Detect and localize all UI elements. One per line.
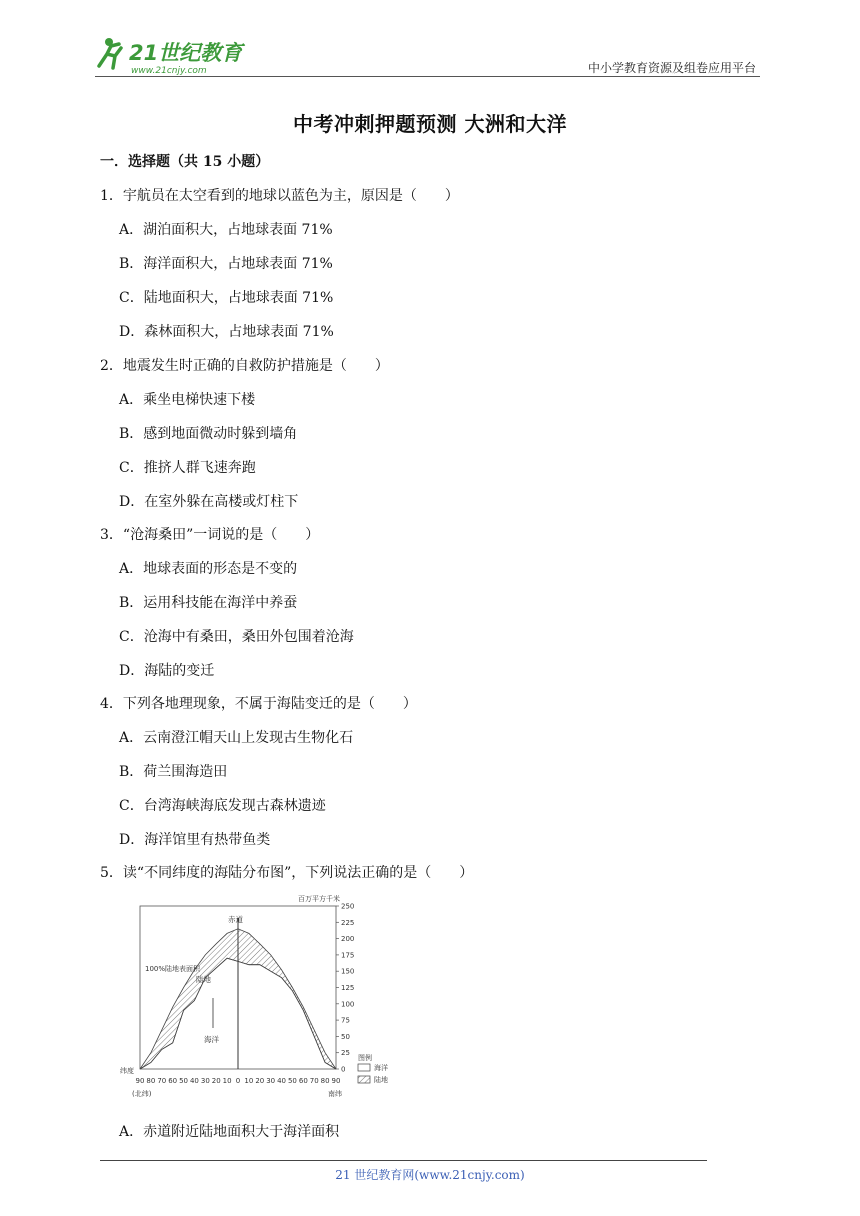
page-header (95, 30, 760, 80)
x-tick-label: 30 (200, 1077, 210, 1085)
footer-divider (100, 1160, 707, 1161)
option-item: A．云南澄江帽天山上发现古生物化石 (119, 730, 354, 746)
x-tick-label: 70 (157, 1077, 167, 1085)
equator-label: 赤道 (228, 915, 243, 924)
legend-title: 图例 (358, 1054, 372, 1062)
x-tick-label: 40 (189, 1077, 199, 1085)
option-item: C．台湾海峡海底发现古森林遗迹 (119, 798, 326, 814)
option-item: D．海陆的变迁 (119, 663, 215, 679)
option-item: D．森林面积大，占地球表面 71% (119, 324, 334, 340)
legend-ocean-swatch (358, 1064, 370, 1071)
option-item: A．地球表面的形态是不变的 (119, 561, 298, 577)
x-tick-label: 0 (235, 1077, 241, 1085)
footer-text: 21 世纪教育网(www.21cnjy.com) (335, 1168, 525, 1182)
x-right-side-label: 南纬 (328, 1090, 342, 1098)
option-item: A．赤道附近陆地面积大于海洋面积 (119, 1124, 340, 1140)
platform-name: 中小学教育资源及组卷应用平台 (587, 61, 756, 75)
x-tick-label: 40 (277, 1077, 287, 1085)
x-tick-label: 90 (331, 1077, 341, 1085)
option-item: C．陆地面积大，占地球表面 71% (119, 290, 334, 306)
x-tick-label: 60 (298, 1077, 308, 1085)
y-tick-label: 100 (341, 1000, 355, 1009)
question-stem: 5．读“不同纬度的海陆分布图”，下列说法正确的是（ ） (100, 865, 474, 881)
y-tick-label: 225 (341, 918, 355, 927)
site-logo (95, 36, 265, 76)
question-stem: 4．下列各地理现象，不属于海陆变迁的是（ ） (100, 696, 417, 712)
y-tick-label: 250 (341, 902, 355, 911)
y-tick-label: 25 (341, 1049, 350, 1058)
legend-land-label: 陆地 (374, 1076, 388, 1084)
option-item: A．湖泊面积大，占地球表面 71% (119, 222, 333, 238)
question-stem: 2．地震发生时正确的自救防护措施是（ ） (100, 358, 389, 374)
svg-text:www.21cnjy.com: www.21cnjy.com (131, 66, 207, 76)
y-tick-label: 0 (341, 1065, 346, 1074)
option-item: C．推挤人群飞速奔跑 (119, 460, 256, 476)
x-tick-label: 20 (255, 1077, 265, 1085)
x-tick-label: 10 (222, 1077, 232, 1085)
x-tick-label: 50 (179, 1077, 189, 1085)
x-tick-label: 30 (266, 1077, 276, 1085)
x-tick-label: 60 (168, 1077, 178, 1085)
y-tick-label: 125 (341, 984, 355, 992)
x-tick-label: 20 (211, 1077, 221, 1085)
option-item: D．海洋馆里有热带鱼类 (119, 832, 271, 848)
option-item: C．沧海中有桑田，桑田外包围着沧海 (119, 629, 354, 645)
total-area-label-text: 100%陆地表面积 (145, 965, 201, 973)
legend-ocean-label: 海洋 (374, 1064, 388, 1072)
section-heading: 一．选择题（共 15 小题） (100, 154, 270, 170)
x-left-side-label: (北纬) (132, 1090, 152, 1098)
x-tick-label: 70 (309, 1077, 319, 1085)
option-item: B．感到地面微动时躲到墙角 (119, 426, 298, 442)
page-title: 中考冲刺押题预测 大洲和大洋 (293, 112, 567, 136)
y-tick-label: 200 (341, 935, 355, 944)
y-tick-label: 175 (341, 951, 355, 960)
x-tick-label: 50 (287, 1077, 297, 1085)
ocean-label: 海洋 (204, 1035, 219, 1044)
option-item: B．海洋面积大，占地球表面 71% (119, 256, 333, 272)
runner-icon (99, 38, 121, 68)
y-tick-label: 150 (341, 967, 355, 976)
total-area-label (145, 964, 201, 973)
option-item: D．在室外躲在高楼或灯柱下 (119, 494, 299, 510)
question-stem: 1．宇航员在太空看到的地球以蓝色为主，原因是（ ） (100, 188, 459, 204)
land-label: 陆地 (196, 975, 211, 984)
x-tick-label: 80 (146, 1077, 156, 1085)
option-item: A．乘坐电梯快速下楼 (119, 392, 256, 408)
y-tick-label: 50 (341, 1032, 350, 1041)
svg-text:21世纪教育: 21世纪教育 (129, 41, 243, 65)
x-tick-label: 10 (244, 1077, 254, 1085)
y-tick-label: 75 (341, 1016, 350, 1025)
option-item: B．荷兰围海造田 (119, 764, 228, 780)
x-tick-label: 80 (320, 1077, 330, 1085)
option-item: B．运用科技能在海洋中养蚕 (119, 595, 298, 611)
y-axis-unit: 百万平方千米 (298, 895, 340, 903)
land-sea-distribution-chart (118, 888, 408, 1108)
legend-land-swatch (358, 1076, 370, 1083)
x-tick-label: 90 (135, 1077, 145, 1085)
question-stem: 3．“沧海桑田”一词说的是（ ） (100, 527, 320, 543)
header-divider (95, 76, 760, 77)
x-axis-label: 纬度 (120, 1067, 134, 1075)
